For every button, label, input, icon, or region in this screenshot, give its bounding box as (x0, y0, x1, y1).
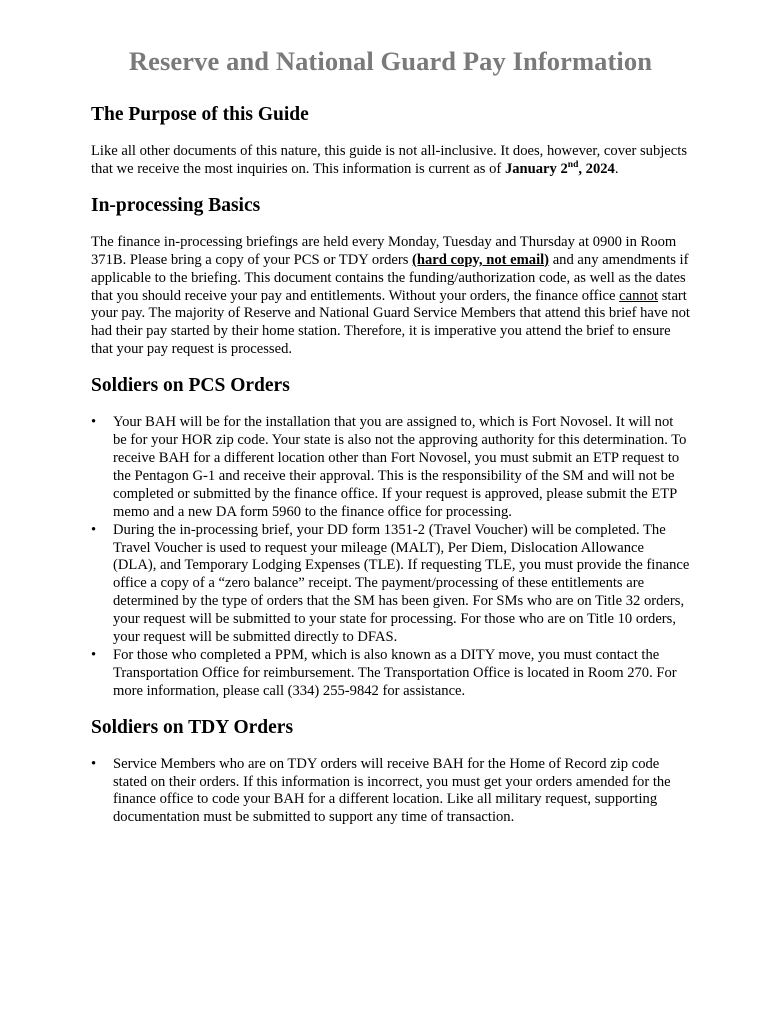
list-item-text: During the in-processing brief, your DD form 1351-2 (Travel Voucher) will be completed. The Travel Voucher is used to request your mileage (MALT), Per Diem, Dislocation Allowance (DLA), and Temporary Lodging Expenses (TLE). If requesting TLE, you must provide the finance office a copy of a “zero balance” receipt. The payment/processing of these entitlements are determined by the type of orders that the SM has been given. For SMs who are on Title 32 orders, your request will be submitted to your state for processing. For those who are on Title 10 orders, your request will be submitted directly to DFAS. (113, 521, 690, 646)
section-pcs (91, 375, 690, 701)
document-title: Reserve and National Guard Pay Information (128, 46, 653, 76)
list-item-text: For those who completed a PPM, which is also known as a DITY move, you must contact the Transportation Office for reimbursement. The Transportation Office is located in Room 270. For more information, please call (334) 255-9842 for assistance. (113, 646, 677, 699)
purpose-date-main: January 2 (504, 160, 568, 177)
section-heading-purpose: The Purpose of this Guide (91, 104, 309, 125)
inprocessing-cannot: cannot (619, 287, 659, 304)
list-item (91, 756, 690, 828)
section-purpose (91, 104, 690, 179)
list-item (91, 522, 690, 647)
purpose-paragraph (91, 143, 690, 179)
purpose-text-end: . (614, 160, 619, 177)
inprocessing-text-2: and any amendments if applicable to the briefing. This document contains the funding/authorization code, as well as the dates that you should receive your pay and entitlements. Without your orders, the finance office (91, 251, 689, 304)
purpose-date (505, 161, 615, 177)
bullet-icon: • (91, 521, 97, 538)
inprocessing-emphasis: (hard copy, not email) (412, 251, 550, 268)
inprocessing-paragraph (91, 234, 690, 359)
list-item-text: Service Members who are on TDY orders will receive BAH for the Home of Record zip code stated on their orders. If this information is incorrect, you must get your orders amended for the finance office to code your BAH for a different location. Like all military request, supporting documentation must be submitted to support any time of transaction. (113, 755, 671, 826)
bullet-icon: • (91, 414, 97, 431)
section-tdy (91, 717, 690, 828)
pcs-list (91, 414, 690, 701)
purpose-date-year: , 2024 (578, 160, 615, 177)
purpose-date-suffix: nd (567, 160, 579, 171)
list-item (91, 647, 690, 701)
bullet-icon: • (91, 646, 97, 663)
purpose-text: Like all other documents of this nature, this guide is not all-inclusive. It does, however, cover subjects that we receive the most inquiries on. This information is current as of (91, 143, 687, 177)
bullet-icon: • (91, 755, 97, 772)
list-item (91, 414, 690, 521)
inprocessing-text-1: The finance in-processing briefings are held every Monday, Tuesday and Thursday at 0900 in Room 371B. Please bring a copy of your PCS or TDY orders (91, 233, 677, 268)
section-inprocessing (91, 195, 690, 359)
section-heading-inprocessing: In-processing Basics (91, 194, 261, 216)
inprocessing-text-3: start your pay. The majority of Reserve and National Guard Service Members that attend this brief have not had their pay started by their home station. Therefore, it is imperative you attend the brief to ensure that your pay request is processed. (91, 287, 690, 358)
section-heading-pcs: Soldiers on PCS Orders (91, 375, 290, 397)
section-heading-tdy: Soldiers on TDY Orders (91, 716, 294, 738)
tdy-list (91, 756, 690, 828)
list-item-text: Your BAH will be for the installation that you are assigned to, which is Fort Novosel. It will not be for your HOR zip code. Your state is also not the approving authority for this determination. To receive BAH for a different location other than Fort Novosel, you must submit an ETP request to the Pentagon G-1 and receive their approval. This is the responsibility of the SM and will not be completed or submitted by the finance office. If your request is approved, please submit the ETP memo and a new DA form 5960 to the finance office for processing. (113, 414, 687, 520)
